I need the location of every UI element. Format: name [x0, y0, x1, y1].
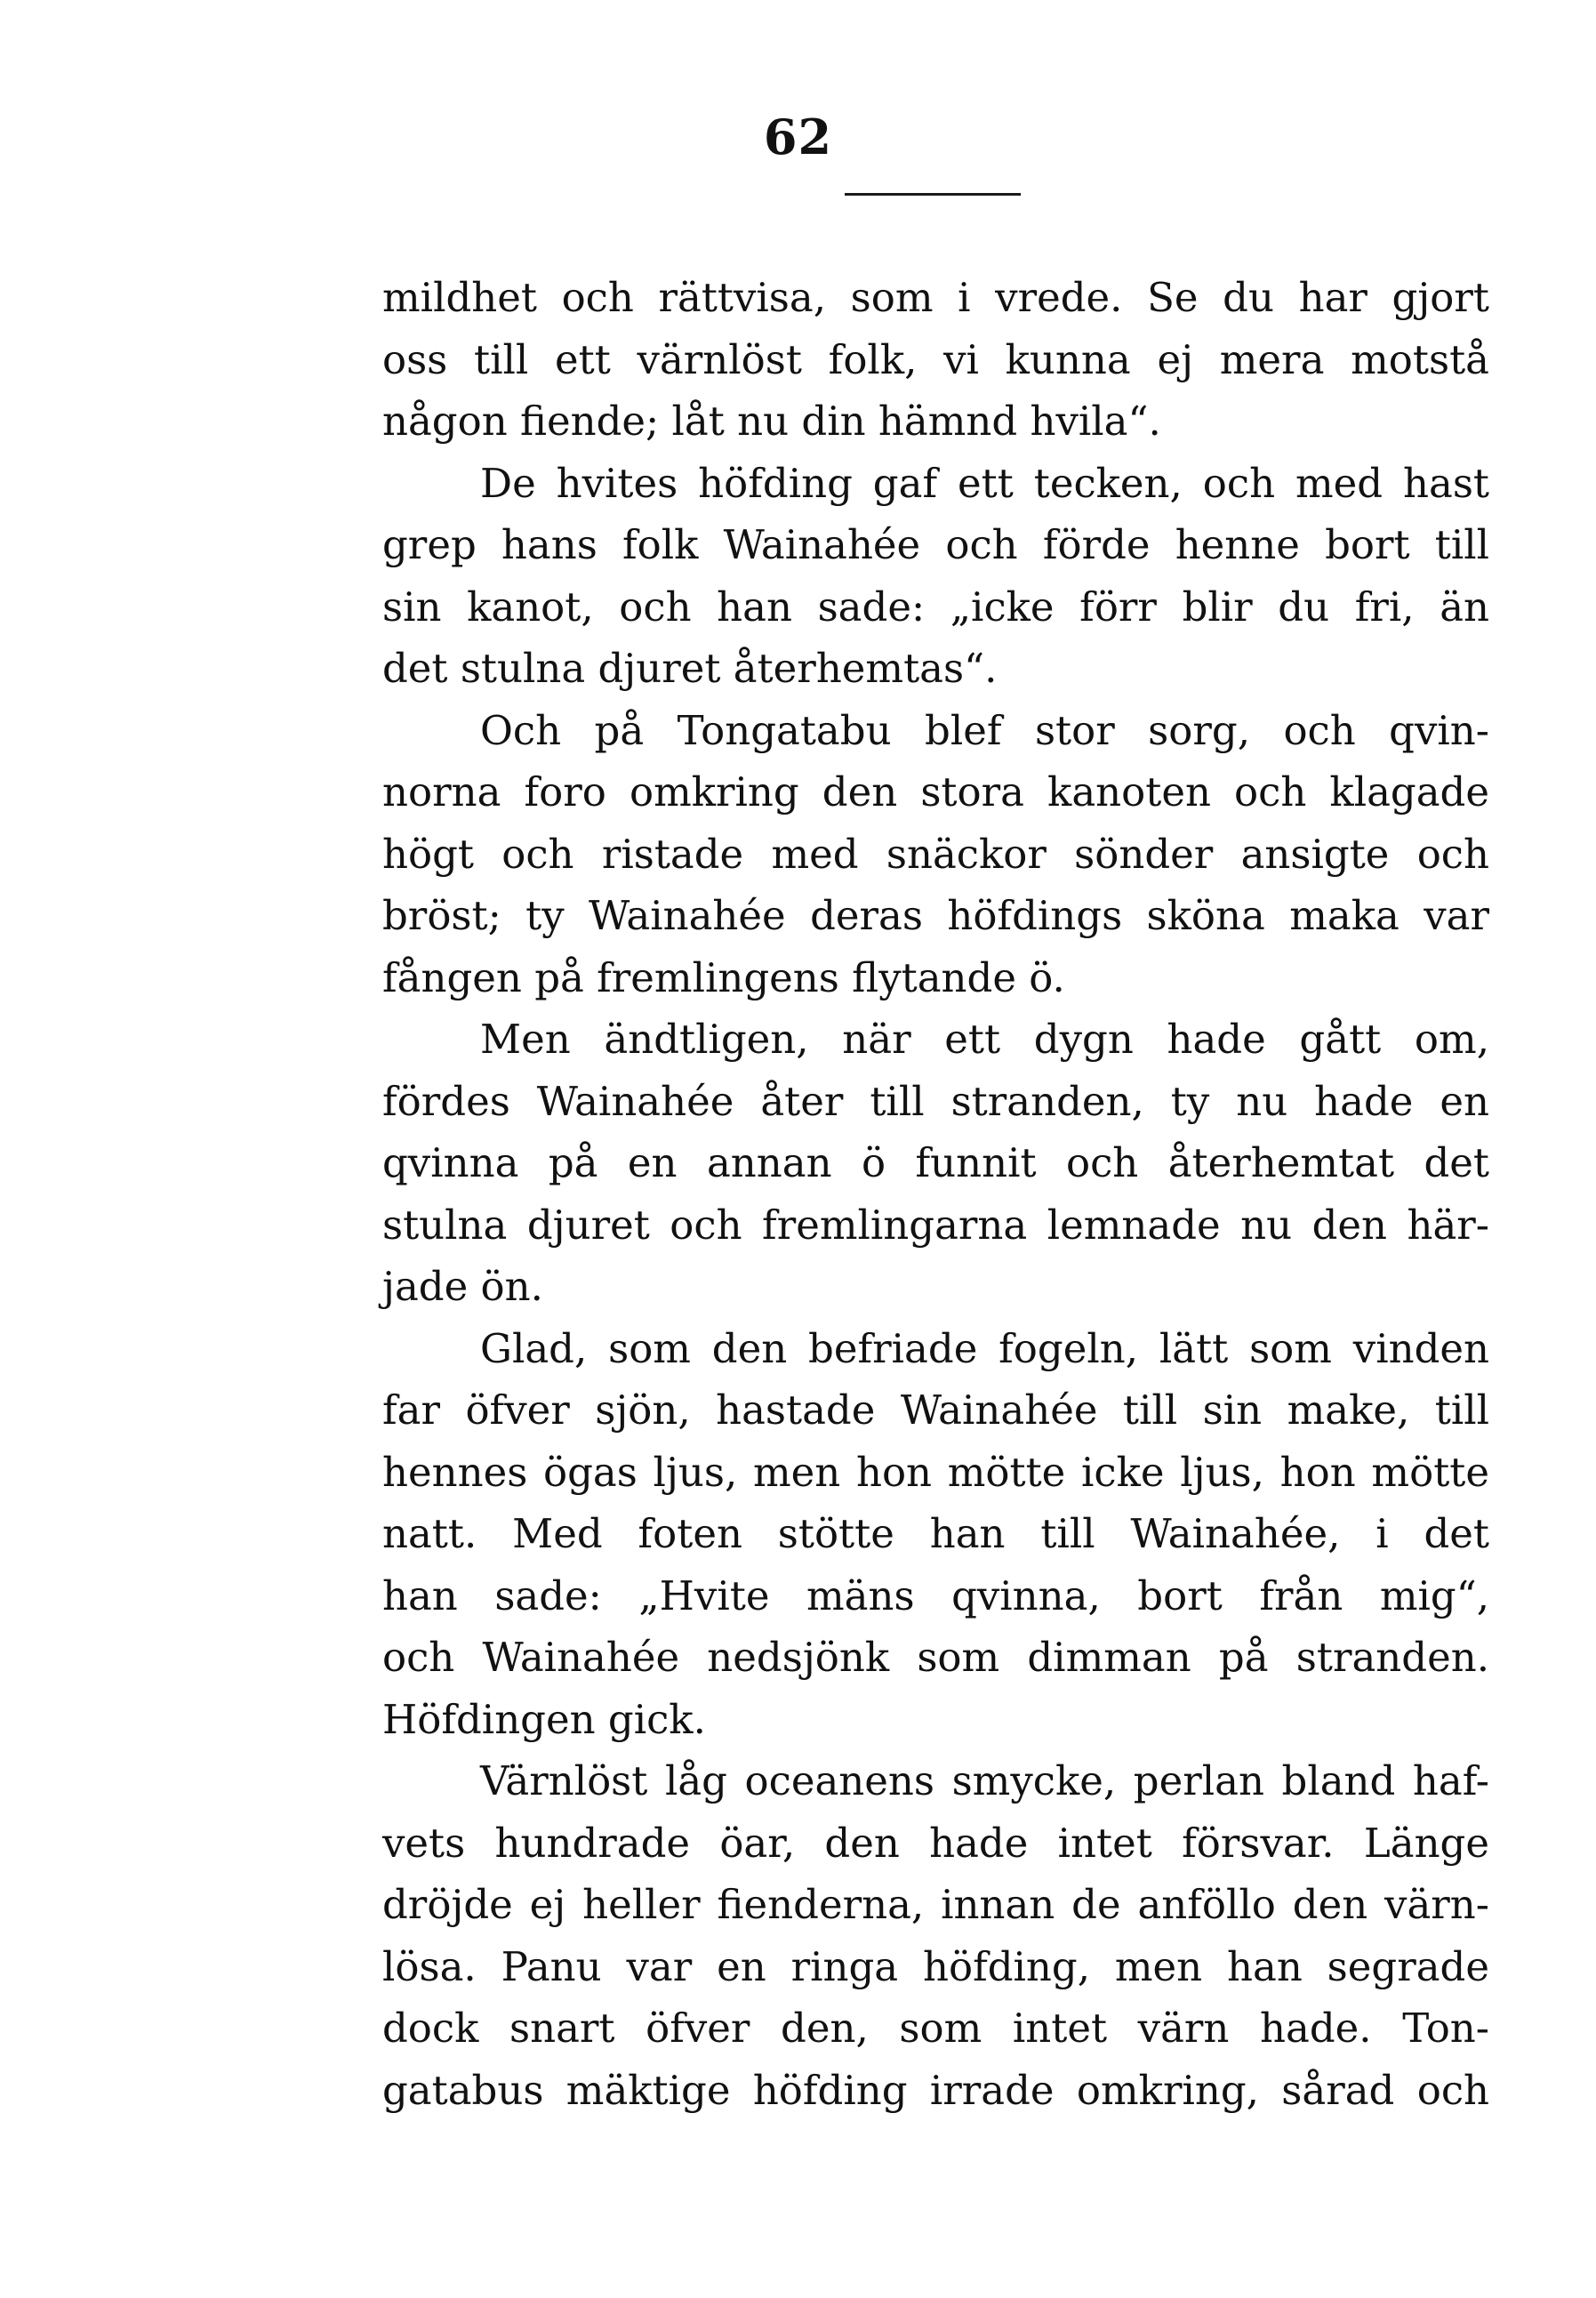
- text-line: far öfver sjön, hastade Wainahée till sin make, till: [382, 1386, 1489, 1434]
- body-text: [382, 267, 1489, 2121]
- text-line: bröst; ty Wainahée deras höfdings sköna maka var: [382, 892, 1489, 939]
- text-line: Värnlöst låg oceanens smycke, perlan bland haf-: [480, 1757, 1489, 1804]
- text-line: sin kanot, och han sade: „icke förr blir du fri, än: [382, 583, 1489, 631]
- text-line: Men ändtligen, när ett dygn hade gått om,: [480, 1016, 1489, 1063]
- text-line: det stulna djuret återhemtas“.: [382, 645, 998, 692]
- text-line: vets hundrade öar, den hade intet försvar. Länge: [382, 1819, 1489, 1867]
- text-line: jade ön.: [382, 1263, 543, 1310]
- text-line: De hvites höfding gaf ett tecken, och med hast: [480, 459, 1489, 507]
- header-rule: [845, 193, 1021, 196]
- text-line: natt. Med foten stötte han till Wainahée, i det: [382, 1510, 1489, 1557]
- text-line: dröjde ej heller fienderna, innan de anföllo den värn-: [382, 1881, 1489, 1928]
- text-line: Höfdingen gick.: [382, 1695, 706, 1743]
- text-line: grep hans folk Wainahée och förde henne bort till: [382, 521, 1489, 568]
- text-line: qvinna på en annan ö funnit och återhemtat det: [382, 1139, 1489, 1186]
- text-line: någon fiende; låt nu din hämnd hvila“.: [382, 398, 1161, 445]
- text-line: Och på Tongatabu blef stor sorg, och qvin-: [480, 706, 1489, 754]
- text-line: och Wainahée nedsjönk som dimman på stranden.: [382, 1634, 1489, 1681]
- text-line: Glad, som den befriade fogeln, lätt som vinden: [480, 1324, 1489, 1372]
- text-line: gatabus mäktige höfding irrade omkring, sårad och: [382, 2066, 1489, 2114]
- text-line: högt och ristade med snäckor sönder ansigte och: [382, 830, 1489, 878]
- page-number: 62: [763, 108, 833, 165]
- text-line: mildhet och rättvisa, som i vrede. Se du har gjort: [382, 274, 1489, 321]
- text-line: dock snart öfver den, som intet värn hade. Ton-: [382, 2005, 1489, 2052]
- text-line: lösa. Panu var en ringa höfding, men han segrade: [382, 1942, 1489, 1990]
- text-line: norna foro omkring den stora kanoten och klagade: [382, 768, 1489, 816]
- text-line: fången på fremlingens flytande ö.: [382, 953, 1065, 1001]
- text-line: stulna djuret och fremlingarna lemnade nu den här-: [382, 1201, 1489, 1249]
- text-line: fördes Wainahée åter till stranden, ty nu hade en: [382, 1077, 1489, 1125]
- text-line: oss till ett värnlöst folk, vi kunna ej mera motstå: [382, 335, 1489, 383]
- text-line: han sade: „Hvite mäns qvinna, bort från mig“,: [382, 1571, 1489, 1619]
- text-line: hennes ögas ljus, men hon mötte icke ljus, hon mötte: [382, 1448, 1489, 1496]
